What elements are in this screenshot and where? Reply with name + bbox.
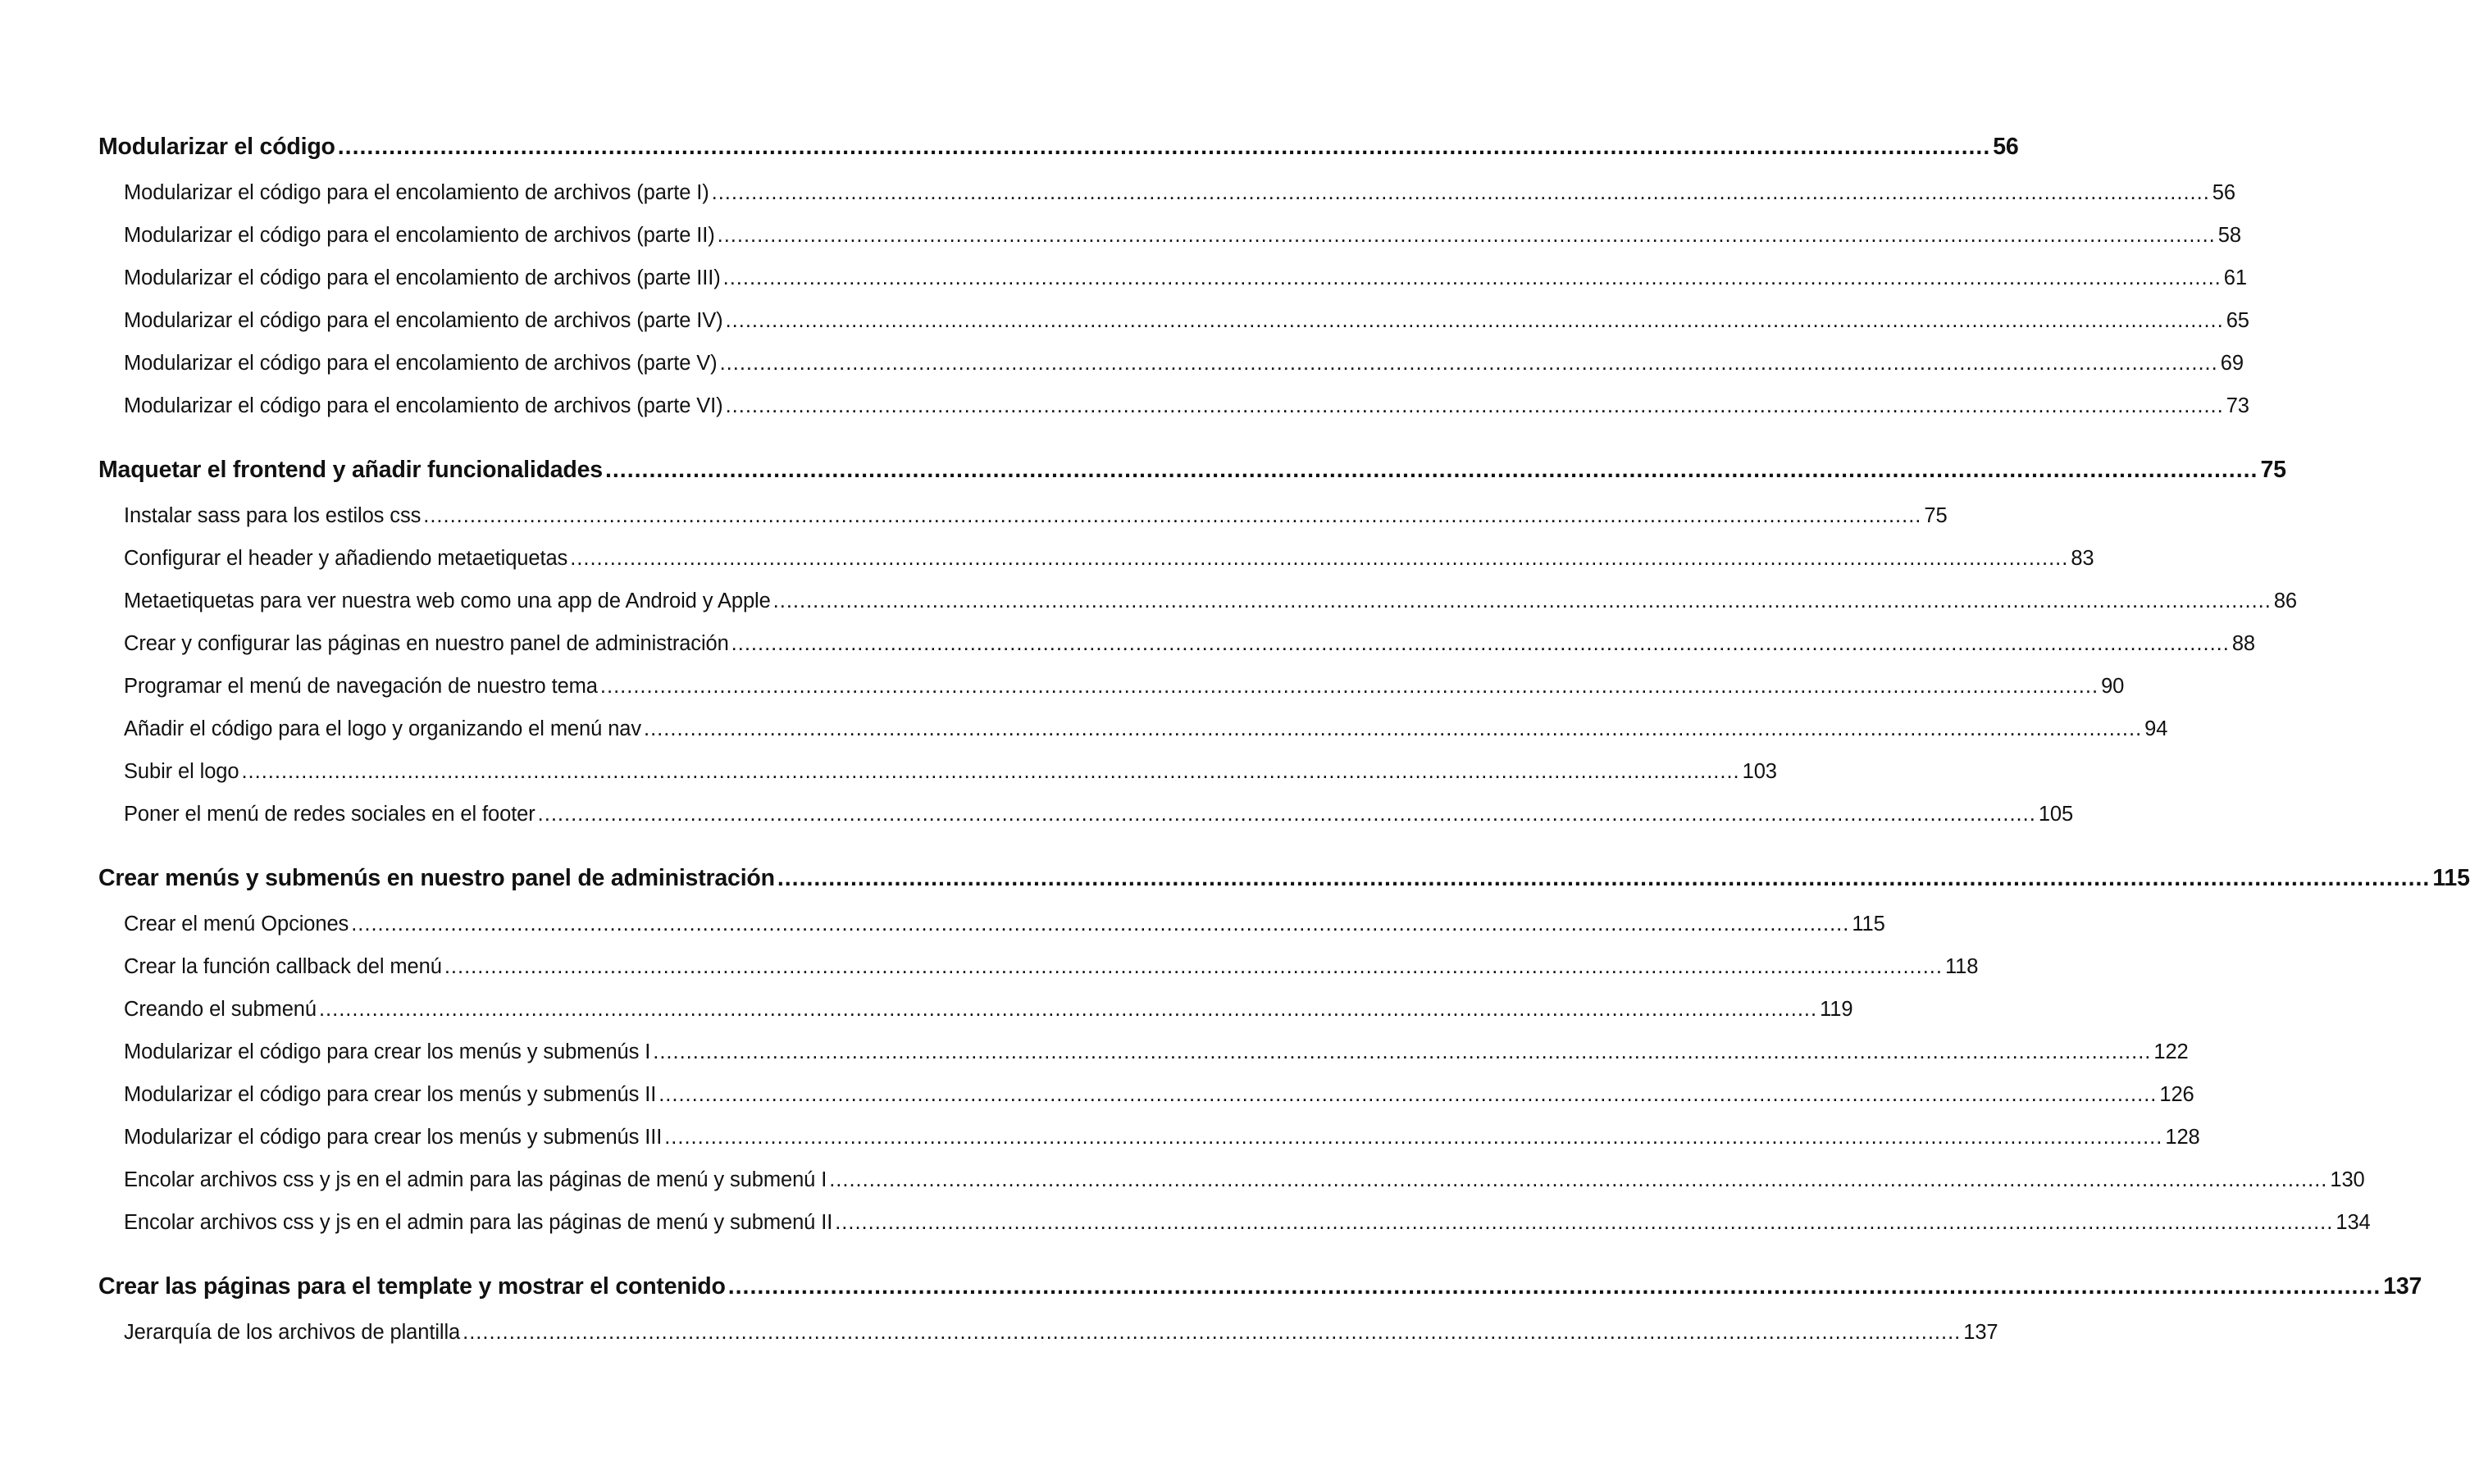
dot-leader bbox=[605, 457, 2258, 484]
table-of-contents bbox=[98, 134, 2470, 1383]
page-number: 73 bbox=[2226, 394, 2249, 417]
chapter-title: Crear menús y submenús en nuestro panel de administración bbox=[98, 865, 775, 891]
page-number: 61 bbox=[2223, 266, 2247, 289]
page-number: 137 bbox=[1963, 1321, 1998, 1344]
dot-leader bbox=[723, 266, 2222, 290]
toc-entry[interactable] bbox=[98, 1321, 1998, 1363]
page-number: 115 bbox=[2432, 865, 2470, 891]
dot-leader bbox=[538, 803, 2036, 826]
dot-leader bbox=[423, 504, 1921, 528]
entry-title: Crear la función callback del menú bbox=[124, 955, 442, 978]
page-number: 134 bbox=[2336, 1211, 2371, 1234]
dot-leader bbox=[718, 224, 2216, 248]
dot-leader bbox=[773, 590, 2272, 613]
entry-title: Programar el menú de navegación de nuestro tema bbox=[124, 675, 598, 698]
entry-title: Poner el menú de redes sociales en el footer bbox=[124, 803, 535, 826]
page-number: 56 bbox=[2212, 181, 2235, 204]
page-number: 137 bbox=[2383, 1273, 2422, 1300]
page-number: 90 bbox=[2101, 675, 2125, 698]
dot-leader bbox=[728, 1273, 2381, 1300]
page-number: 122 bbox=[2153, 1040, 2189, 1063]
toc-entry[interactable] bbox=[98, 1211, 2371, 1254]
dot-leader bbox=[726, 394, 2224, 418]
page-number: 88 bbox=[2231, 632, 2255, 655]
page-number: 83 bbox=[2071, 547, 2094, 570]
dot-leader bbox=[726, 309, 2224, 333]
entry-title: Modularizar el código para el encolamiento de archivos (parte V) bbox=[124, 352, 718, 375]
entry-title: Modularizar el código para el encolamiento de archivos (parte VI) bbox=[124, 394, 723, 417]
toc-entry[interactable] bbox=[98, 632, 2255, 675]
entry-title: Modularizar el código para el encolamiento de archivos (parte III) bbox=[124, 266, 721, 289]
page-number: 130 bbox=[2330, 1168, 2365, 1191]
page-number: 118 bbox=[1944, 955, 1979, 978]
dot-leader bbox=[835, 1211, 2333, 1235]
entry-title: Modularizar el código para el encolamiento de archivos (parte II) bbox=[124, 224, 715, 247]
dot-leader bbox=[463, 1321, 1961, 1345]
toc-chapter[interactable] bbox=[98, 134, 2019, 181]
toc-entry[interactable] bbox=[98, 675, 2125, 717]
dot-leader bbox=[570, 547, 2068, 571]
entry-title: Subir el logo bbox=[124, 760, 239, 783]
toc-entry[interactable] bbox=[98, 717, 2168, 760]
toc-section bbox=[98, 1273, 2422, 1363]
dot-leader bbox=[731, 632, 2230, 656]
entry-title: Crear el menú Opciones bbox=[124, 913, 349, 935]
toc-entry[interactable] bbox=[98, 913, 1885, 955]
dot-leader bbox=[351, 913, 1849, 936]
chapter-title: Maquetar el frontend y añadir funcionalidades bbox=[98, 457, 603, 483]
entry-title: Metaetiquetas para ver nuestra web como una app de Android y Apple bbox=[124, 590, 771, 612]
dot-leader bbox=[664, 1126, 2162, 1149]
entry-title: Modularizar el código para crear los menús y submenús II bbox=[124, 1083, 657, 1106]
toc-entry[interactable] bbox=[98, 760, 1777, 803]
chapter-title: Crear las páginas para el template y mostrar el contenido bbox=[98, 1273, 726, 1300]
toc-entry[interactable] bbox=[98, 224, 2241, 266]
entry-title: Jerarquía de los archivos de plantilla bbox=[124, 1321, 461, 1344]
toc-entry[interactable] bbox=[98, 1040, 2189, 1083]
entry-title: Encolar archivos css y js en el admin para las páginas de menú y submenú II bbox=[124, 1211, 833, 1234]
entry-title: Encolar archivos css y js en el admin para las páginas de menú y submenú I bbox=[124, 1168, 827, 1191]
page-number: 94 bbox=[2144, 717, 2168, 740]
dot-leader bbox=[444, 955, 1943, 979]
toc-entry[interactable] bbox=[98, 955, 1979, 998]
toc-chapter[interactable] bbox=[98, 1273, 2422, 1321]
entry-title: Modularizar el código para crear los menús y submenús III bbox=[124, 1126, 663, 1149]
page-number: 75 bbox=[2260, 457, 2286, 483]
toc-entry[interactable] bbox=[98, 181, 2235, 224]
entry-title: Modularizar el código para el encolamiento de archivos (parte IV) bbox=[124, 309, 723, 332]
toc-entry[interactable] bbox=[98, 504, 1948, 547]
page-number: 56 bbox=[1993, 134, 2019, 160]
page-number: 105 bbox=[2038, 803, 2074, 826]
toc-entry[interactable] bbox=[98, 309, 2249, 352]
dot-leader bbox=[712, 181, 2210, 205]
page-number: 65 bbox=[2226, 309, 2249, 332]
dot-leader bbox=[319, 998, 1817, 1022]
toc-entry[interactable] bbox=[98, 1168, 2365, 1211]
page-number: 75 bbox=[1924, 504, 1948, 527]
toc-entry[interactable] bbox=[98, 352, 2244, 394]
toc-entry[interactable] bbox=[98, 266, 2247, 309]
entry-title: Instalar sass para los estilos css bbox=[124, 504, 422, 527]
dot-leader bbox=[600, 675, 2099, 699]
entry-title: Crear y configurar las páginas en nuestro panel de administración bbox=[124, 632, 729, 655]
dot-leader bbox=[653, 1040, 2151, 1064]
dot-leader bbox=[659, 1083, 2157, 1107]
dot-leader bbox=[829, 1168, 2327, 1192]
page-number: 126 bbox=[2159, 1083, 2194, 1106]
toc-chapter[interactable] bbox=[98, 457, 2286, 504]
page-number: 119 bbox=[1820, 998, 1853, 1021]
dot-leader bbox=[777, 865, 2431, 892]
toc-entry[interactable] bbox=[98, 998, 1853, 1040]
dot-leader bbox=[241, 760, 1739, 784]
dot-leader bbox=[644, 717, 2142, 741]
entry-title: Creando el submenú bbox=[124, 998, 317, 1021]
toc-entry[interactable] bbox=[98, 394, 2249, 437]
page-number: 128 bbox=[2165, 1126, 2200, 1149]
toc-entry[interactable] bbox=[98, 1083, 2194, 1126]
toc-entry[interactable] bbox=[98, 547, 2094, 590]
page-number: 115 bbox=[1852, 913, 1885, 935]
toc-entry[interactable] bbox=[98, 803, 2074, 845]
toc-chapter[interactable] bbox=[98, 865, 2470, 913]
page-number: 86 bbox=[2273, 590, 2297, 612]
toc-entry[interactable] bbox=[98, 590, 2297, 632]
page-number: 58 bbox=[2217, 224, 2241, 247]
page-number: 103 bbox=[1742, 760, 1777, 783]
page-number: 69 bbox=[2220, 352, 2244, 375]
entry-title: Modularizar el código para crear los menús y submenús I bbox=[124, 1040, 651, 1063]
toc-section bbox=[98, 134, 2249, 437]
entry-title: Añadir el código para el logo y organizando el menú nav bbox=[124, 717, 642, 740]
toc-section bbox=[98, 865, 2470, 1254]
chapter-title: Modularizar el código bbox=[98, 134, 335, 160]
toc-section bbox=[98, 457, 2297, 845]
dot-leader bbox=[720, 352, 2218, 376]
entry-title: Configurar el header y añadiendo metaetiquetas bbox=[124, 547, 568, 570]
entry-title: Modularizar el código para el encolamiento de archivos (parte I) bbox=[124, 181, 709, 204]
toc-entry[interactable] bbox=[98, 1126, 2200, 1168]
dot-leader bbox=[338, 134, 1991, 161]
